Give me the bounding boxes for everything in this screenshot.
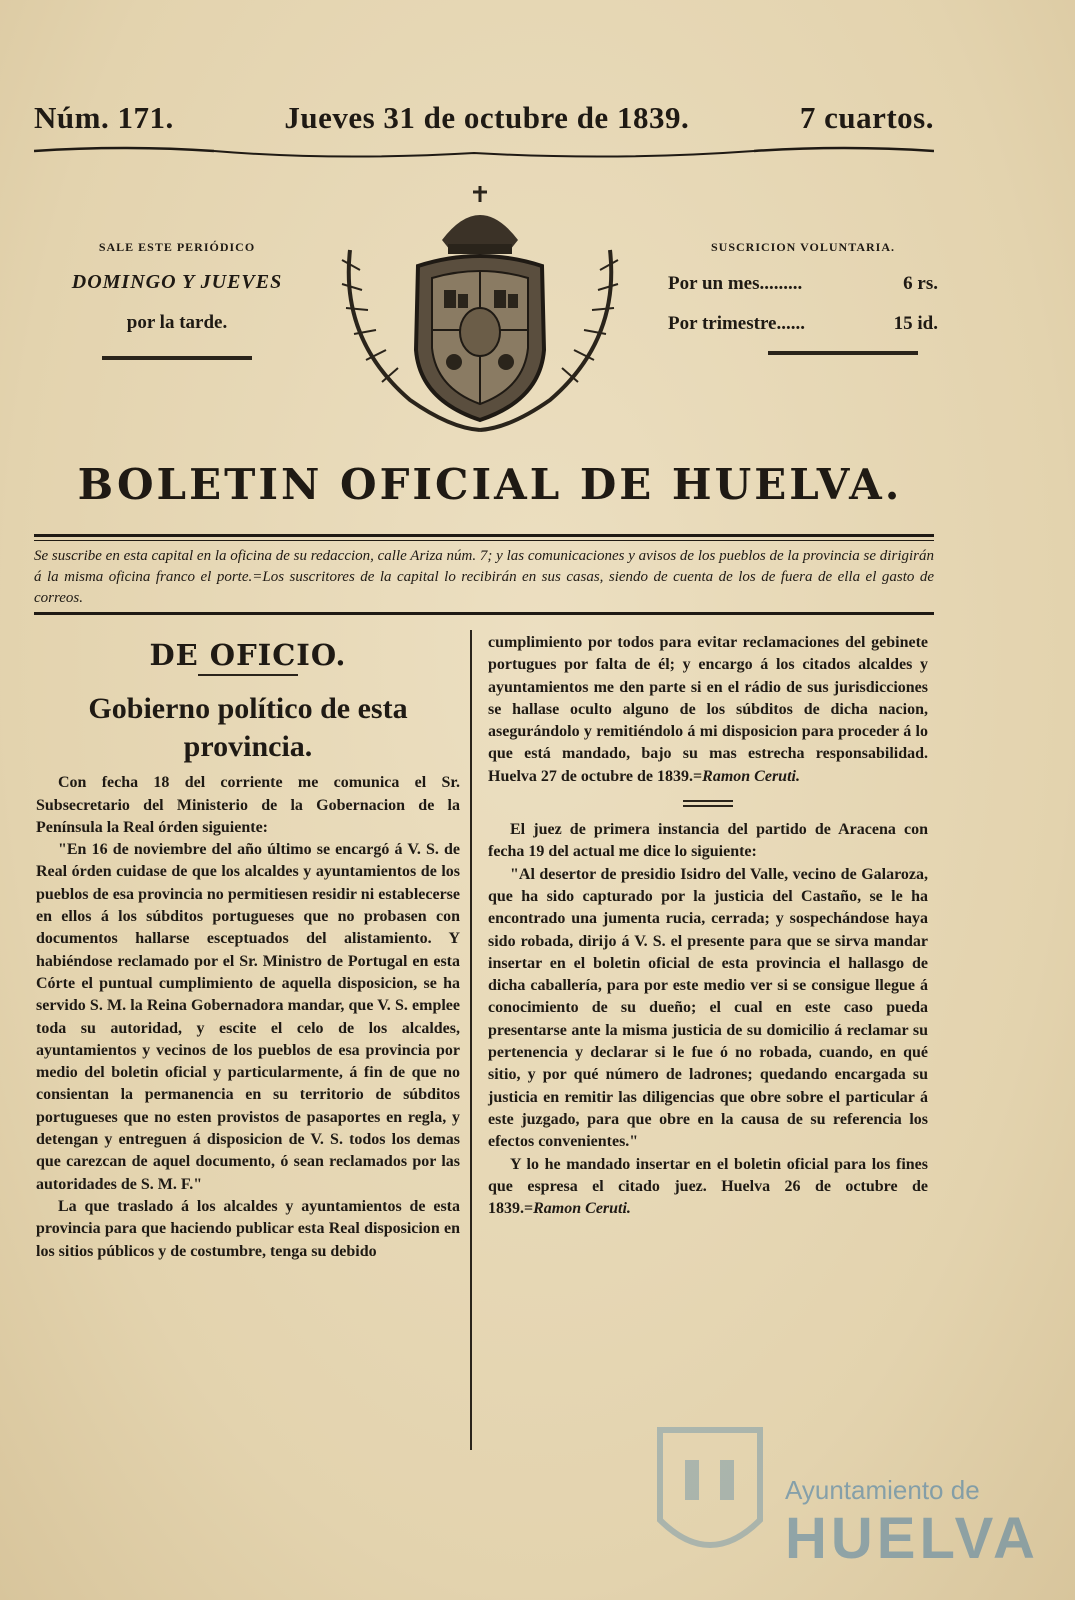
paragraph: "Al desertor de presidio Isidro del Valle, vecino de Galaroza, que ha sido capturado por la justicia del Castaño, se le ha encontrado una jumenta rucia, cerrada; y sospechándose haya sido robada, dirijo á V. S. el presente para que se sirva mandar insertar en el boletin oficial de esta provincia el hallasgo de dicha caballería, para por este medio ver si se consigue llegue á conocimiento de su dueño; el cual en este caso pueda presentarse ante la misma justicia de su domicilio á reclamar su pertenencia y declarar si le fue ó no robada, cuando, en qué sitio, y por qué número de ladrones; quedando encargada su justicia en remitir las diligencias que obre sobre el particular á este juzgado, para que obre en la causa de su referencia los efectos convenientes.": [488, 865, 928, 1151]
publication-schedule: [42, 240, 312, 360]
subscription-note: Se suscribe en esta capital en la oficina de su redaccion, calle Ariza núm. 7; y las comunicaciones y avisos de los pueblos de la provincia se dirigirán á la misma oficina franco el porte.=Los suscritores de la capital lo recibirán en sus casas, siendo de cuenta de los de fuera de ella el gasto de correos.: [34, 548, 934, 606]
paragraph-text: cumplimiento por todos para evitar reclamaciones del gebinete portugues por falta de él; y encargo á los citados alcaldes y ayuntamientos me den parte si en el rádio de sus jurisdicciones se hallase oculto alguno de los súbditos de dicha nacion, asegurándolo y remitiéndolo á mi disposicion para proceder á lo que está mandado, bajo su mas estrecha responsabilidad. Huelva 27 de octubre de 1839.=: [488, 634, 928, 785]
subscription-prices: [668, 240, 938, 355]
rule-top: [34, 534, 934, 537]
paragraph-text: Y lo he mandado insertar en el boletin oficial para los fines que espresa el citado juez. Huelva 26 de octubre de 1839.=: [488, 1155, 928, 1218]
rule-top-thin: [34, 540, 934, 541]
paragraph: El juez de primera instancia del partido de Aracena con fecha 19 del actual me dice lo siguiente:: [488, 821, 928, 861]
price-quarterly-label: Por trimestre......: [668, 313, 805, 334]
divider: [683, 800, 733, 807]
issue-price: 7 cuartos.: [799, 100, 934, 135]
subscription-heading: SUSCRICION VOLUNTARIA.: [710, 240, 895, 254]
left-column: [36, 632, 460, 1263]
divider: [768, 351, 918, 355]
schedule-days: DOMINGO Y JUEVES: [71, 271, 283, 293]
paragraph: [488, 632, 928, 788]
newspaper-title: BOLETIN OFICIAL DE HUELVA.: [77, 460, 903, 509]
paragraph: [488, 1154, 928, 1221]
issue-number: Núm. 171.: [34, 100, 174, 135]
ornamental-rule: [34, 143, 934, 163]
paragraph: La que traslado á los alcaldes y ayuntamientos de esta provincia para que haciendo publicar esta Real disposicion en los sitios públicos y de costumbre, tenga su debido: [36, 1197, 460, 1260]
paragraph: "En 16 de noviembre del año último se encargó á V. S. de Real órden cuidase de que los alcaldes y ayuntamientos de los pueblos de esa provincia no permitiesen residir ni establecerse en ellos á los súbditos portugueses que no probasen con documentos hallarse esceptuados del alistamiento. Y habiéndose reclamado por el Sr. Ministro de Portugal en esta Córte el puntual cumplimiento de aquella disposicion, se ha servido S. M. la Reina Gobernadora mandar, que V. S. emplee toda su autoridad, y escite el celo de los alcaldes, ayuntamientos y vecinos de los pueblos de esa provincia por medio del boletin oficial y particularmente, á fin de que no consientan la permanencia en su territorio de súbditos portugueses que no esten provistos de pasaportes en regla, y detengan y entreguen á disposicion de V. S. todos los demas que carezcan de aquel documento, ó sean reclamados por las autoridades de S. M. F.": [36, 841, 460, 1193]
schedule-heading: SALE ESTE PERIÓDICO: [98, 240, 256, 254]
royal-crest-icon: [330, 180, 630, 440]
signature: Ramon Ceruti.: [533, 1200, 631, 1218]
price-monthly-label: Por un mes.........: [668, 273, 803, 294]
watermark-text: Ayuntamiento de: [785, 1475, 980, 1505]
schedule-time: por la tarde.: [126, 312, 228, 333]
subsection-heading: Gobierno político de esta provincia.: [88, 692, 408, 764]
column-divider: [470, 630, 472, 1450]
right-column: [488, 632, 928, 1220]
price-monthly-value: 6 rs.: [903, 273, 938, 294]
rule-bottom: [34, 612, 934, 615]
paragraph: Con fecha 18 del corriente me comunica el Sr. Subsecretario del Ministerio de la Gobernacion de la Península la Real órden siguiente:: [36, 774, 460, 836]
signature: Ramon Ceruti.: [702, 767, 800, 785]
watermark-logo-text: HUELVA: [785, 1506, 1039, 1571]
masthead-top-line: [34, 100, 934, 136]
price-monthly: [668, 273, 938, 295]
price-quarterly-value: 15 id.: [893, 313, 938, 334]
section-heading: DE OFICIO.: [149, 638, 347, 672]
issue-date: Jueves 31 de octubre de 1839.: [284, 100, 690, 135]
divider: [198, 674, 298, 676]
price-quarterly: [668, 313, 938, 335]
divider: [102, 356, 252, 360]
